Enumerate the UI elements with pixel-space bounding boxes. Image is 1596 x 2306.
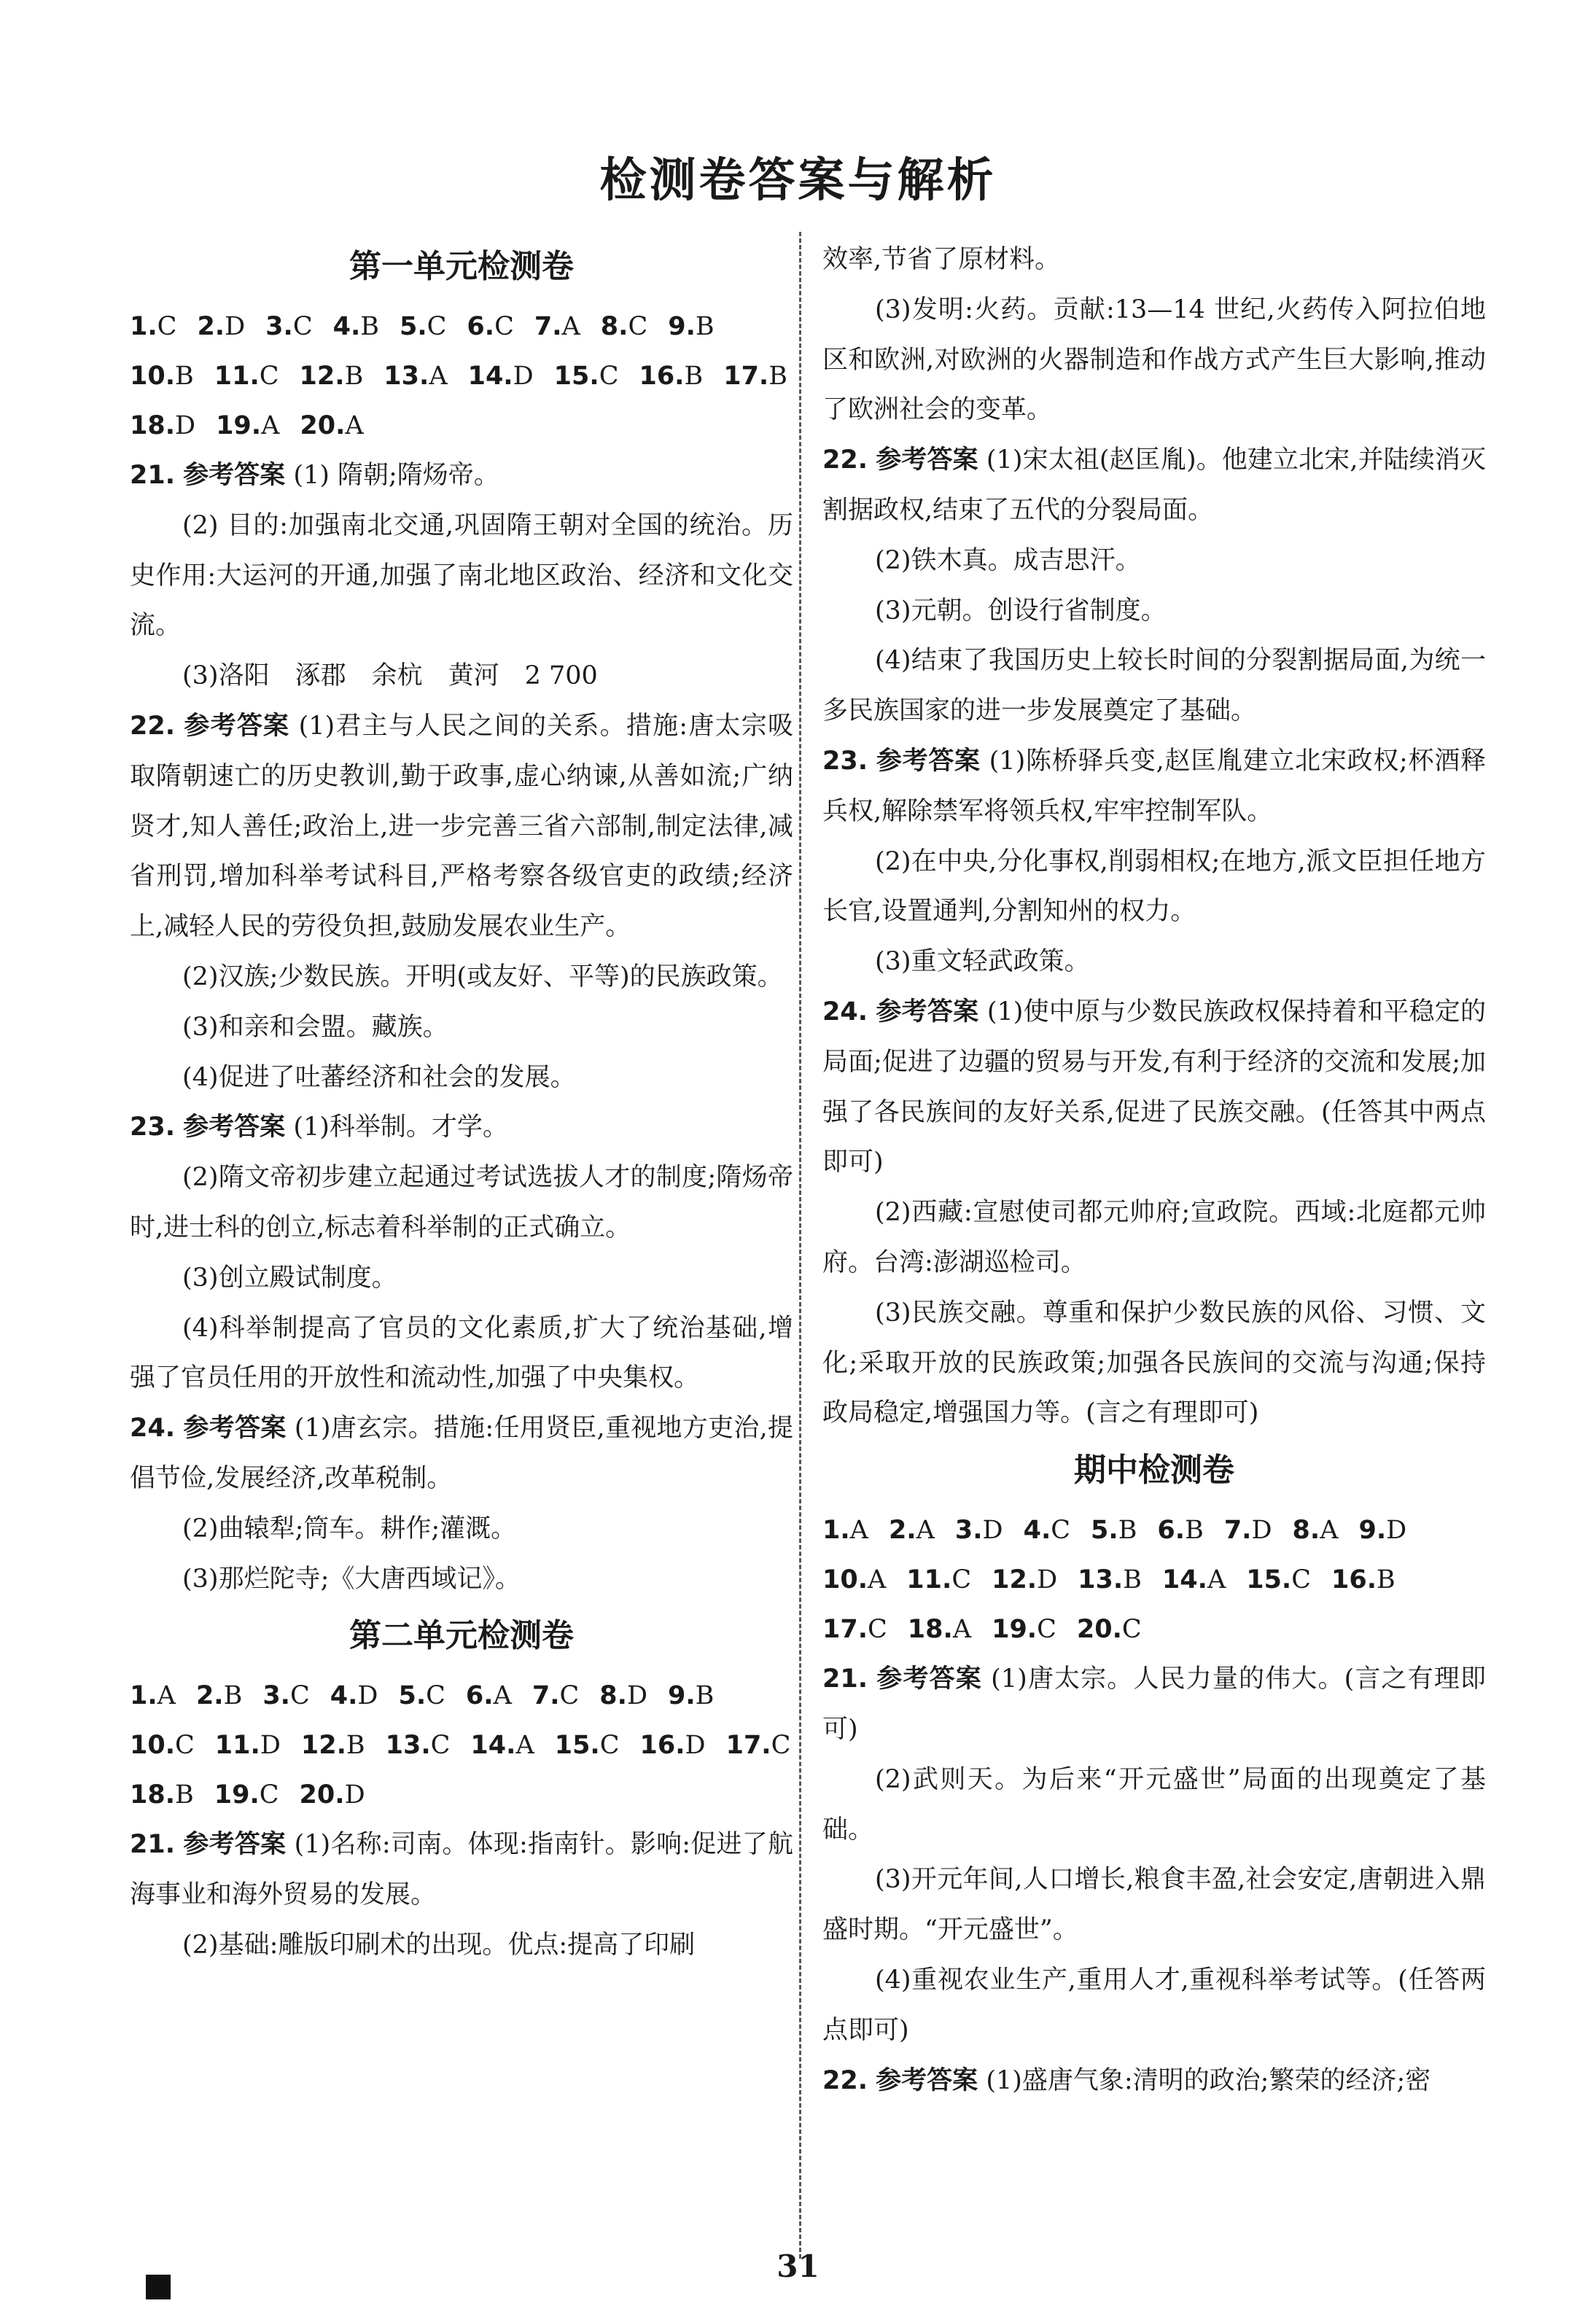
mcq-question-number: 15. bbox=[554, 1731, 600, 1761]
mcq-question-number: 7. bbox=[534, 312, 562, 341]
corner-square-mark bbox=[146, 2275, 171, 2299]
mcq-answer-item bbox=[301, 1721, 365, 1770]
mcq-answer-item bbox=[726, 1721, 791, 1770]
question-number: 21. bbox=[822, 1664, 868, 1694]
answer-label: 参考答案 bbox=[183, 461, 286, 490]
answer-paragraph: (4)重视农业生产,重用人才,重视科举考试等。(任答两点即可) bbox=[822, 1965, 1486, 2045]
mcq-answer-letter: A bbox=[916, 1516, 935, 1546]
answer-paragraph: (3)开元年间,人口增长,粮食丰盈,社会安定,唐朝进入鼎盛时期。“开元盛世”。 bbox=[822, 1865, 1486, 1945]
answer-paragraph: (2)曲辕犁;筒车。耕作;灌溉。 bbox=[182, 1514, 517, 1543]
answer-text: (1)唐玄宗。措施:任用贤臣,重视地方吏治,提倡节俭,发展经济,改革税制。 bbox=[130, 1414, 793, 1493]
mcq-answer-letter: A bbox=[261, 411, 280, 440]
mcq-answer-item bbox=[668, 1671, 714, 1721]
mcq-question-number: 14. bbox=[467, 362, 513, 391]
mcq-answer-letter: A bbox=[1320, 1516, 1339, 1546]
mcq-question-number: 6. bbox=[1157, 1516, 1186, 1546]
mcq-answer-letter: C bbox=[1051, 1516, 1071, 1546]
mcq-question-number: 19. bbox=[992, 1615, 1038, 1645]
mcq-answer-item bbox=[130, 1671, 176, 1721]
mcq-answer-item bbox=[470, 1721, 534, 1770]
mcq-answer-letter: B bbox=[1377, 1565, 1395, 1595]
mcq-answer-letter: B bbox=[223, 1681, 243, 1711]
mcq-answer-letter: C bbox=[157, 312, 177, 341]
mcq-question-number: 10. bbox=[130, 362, 176, 391]
mcq-question-number: 2. bbox=[197, 312, 225, 341]
answer-paragraph: (3)那烂陀寺;《大唐西域记》。 bbox=[182, 1564, 521, 1594]
page-title: 检测卷答案与解析 bbox=[599, 154, 997, 208]
mcq-answer-letter: B bbox=[1185, 1516, 1204, 1546]
mcq-answer-item bbox=[265, 302, 312, 351]
mcq-answer-item bbox=[400, 302, 446, 351]
mcq-answer-item bbox=[214, 351, 279, 401]
mcq-answer-letter: A bbox=[345, 411, 364, 440]
answer-text: (1)君主与人民之间的关系。措施:唐太宗吸取隋朝速亡的历史教训,勤于政事,虚心纳谏,从善如流;广纳贤才,知人善任;政治上,进一步完善三省六部制,制定法律,减省刑罚,增加科举考试科目,严格考察各级官吏的政绩;经济上,减轻人民的劳役负担,鼓励发展农业生产。 bbox=[130, 711, 793, 942]
mcq-question-number: 5. bbox=[398, 1681, 427, 1711]
mcq-question-number: 12. bbox=[992, 1565, 1038, 1595]
mcq-question-number: 14. bbox=[1161, 1565, 1207, 1595]
mcq-answer-row bbox=[130, 302, 793, 351]
mcq-answer-item bbox=[822, 1505, 868, 1555]
mcq-question-number: 13. bbox=[384, 362, 429, 391]
answer-q24-unit1 bbox=[130, 1403, 793, 1504]
question-number: 24. bbox=[130, 1414, 176, 1444]
mcq-question-number: 11. bbox=[906, 1565, 952, 1595]
mcq-answer-item bbox=[822, 1555, 886, 1605]
answer-paragraph: (3)重文轻武政策。 bbox=[875, 947, 1090, 977]
mcq-answer-letter: C bbox=[175, 1731, 195, 1761]
mcq-answer-letter: D bbox=[982, 1516, 1003, 1546]
section-title-midterm: 期中检测卷 bbox=[1074, 1452, 1234, 1489]
mcq-answer-letter: C bbox=[494, 312, 514, 341]
answer-paragraph: (3)发明:火药。贡献:13—14 世纪,火药传入阿拉伯地区和欧洲,对欧洲的火器制造和作战方式产生巨大影响,推动了欧洲社会的变革。 bbox=[822, 295, 1486, 425]
mcq-question-number: 4. bbox=[330, 1681, 358, 1711]
mcq-answer-item bbox=[384, 351, 447, 401]
answer-label: 参考答案 bbox=[183, 1830, 287, 1860]
mcq-block-unit1 bbox=[130, 302, 793, 451]
mcq-answer-item bbox=[466, 1671, 512, 1721]
answer-paragraph: (3)创立殿试制度。 bbox=[182, 1263, 397, 1293]
mcq-question-number: 17. bbox=[723, 362, 769, 391]
mcq-question-number: 1. bbox=[130, 312, 157, 341]
mcq-answer-letter: B bbox=[684, 362, 704, 391]
mcq-question-number: 11. bbox=[214, 362, 260, 391]
mcq-answer-letter: A bbox=[868, 1565, 887, 1595]
mcq-question-number: 18. bbox=[907, 1615, 953, 1645]
mcq-answer-letter: D bbox=[357, 1681, 378, 1711]
mcq-answer-item bbox=[555, 1721, 620, 1770]
mcq-answer-item bbox=[468, 351, 534, 401]
mcq-answer-row bbox=[822, 1605, 1486, 1654]
mcq-answer-item bbox=[889, 1505, 935, 1555]
mcq-question-number: 1. bbox=[130, 1681, 157, 1711]
mcq-answer-item bbox=[906, 1555, 971, 1605]
question-number: 21. bbox=[130, 1830, 176, 1860]
mcq-answer-item bbox=[1077, 1605, 1142, 1654]
mcq-answer-letter: C bbox=[259, 1780, 279, 1810]
mcq-answer-item bbox=[216, 401, 279, 451]
section-title-unit2: 第二单元检测卷 bbox=[349, 1617, 574, 1655]
mcq-question-number: 10. bbox=[130, 1731, 176, 1761]
answer-paragraph: (4)促进了吐蕃经济和社会的发展。 bbox=[182, 1062, 576, 1092]
answer-paragraph: (4)科举制提高了官员的文化素质,扩大了统治基础,增强了官员任用的开放性和流动性,加强了中央集权。 bbox=[130, 1313, 793, 1393]
mcq-question-number: 4. bbox=[332, 312, 361, 341]
mcq-answer-item bbox=[1162, 1555, 1226, 1605]
question-number: 23. bbox=[822, 746, 868, 776]
mcq-question-number: 15. bbox=[1246, 1565, 1292, 1595]
answer-text: (1)宋太祖(赵匡胤)。他建立北宋,并陆续消灭割据政权,结束了五代的分裂局面。 bbox=[822, 445, 1486, 525]
mcq-question-number: 8. bbox=[1292, 1516, 1320, 1546]
answer-label: 参考答案 bbox=[876, 997, 979, 1027]
mcq-answer-item bbox=[1224, 1505, 1272, 1555]
mcq-question-number: 3. bbox=[265, 312, 293, 341]
mcq-answer-item bbox=[300, 401, 363, 451]
answer-label: 参考答案 bbox=[183, 1113, 286, 1142]
mcq-question-number: 11. bbox=[214, 1731, 260, 1761]
answer-paragraph: (3)民族交融。尊重和保护少数民族的风俗、习惯、文化;采取开放的民族政策;加强各民族间的交流与沟通;保持政局稳定,增强国力等。(言之有理即可) bbox=[822, 1298, 1486, 1428]
answer-text: (1) 隋朝;隋炀帝。 bbox=[293, 461, 499, 490]
answer-q21-unit1 bbox=[130, 451, 793, 501]
mcq-answer-item bbox=[1091, 1505, 1137, 1555]
mcq-answer-item bbox=[398, 1671, 445, 1721]
mcq-answer-letter: D bbox=[626, 1681, 648, 1711]
answer-text: (1)名称:司南。体现:指南针。影响:促进了航海事业和海外贸易的发展。 bbox=[130, 1830, 793, 1910]
mcq-question-number: 9. bbox=[668, 312, 696, 341]
mcq-answer-item bbox=[599, 1671, 647, 1721]
answer-paragraph: (2)西藏:宣慰使司都元帅府;宣政院。西域:北庭都元帅府。台湾:澎湖巡检司。 bbox=[822, 1198, 1486, 1277]
answer-paragraph: (3)元朝。创设行省制度。 bbox=[875, 596, 1167, 626]
mcq-answer-item bbox=[1024, 1505, 1070, 1555]
mcq-answer-letter: D bbox=[175, 411, 196, 440]
mcq-answer-item bbox=[723, 351, 787, 401]
question-number: 23. bbox=[130, 1113, 176, 1142]
answer-q23-unit2 bbox=[822, 736, 1486, 837]
mcq-question-number: 12. bbox=[300, 1731, 346, 1761]
question-number: 22. bbox=[822, 445, 868, 475]
mcq-question-number: 7. bbox=[532, 1681, 560, 1711]
mcq-answer-item bbox=[262, 1671, 309, 1721]
answer-paragraph: (4)结束了我国历史上较长时间的分裂割据局面,为统一多民族国家的进一步发展奠定了基础。 bbox=[822, 646, 1486, 726]
answer-text: (1)陈桥驿兵变,赵匡胤建立北宋政权;杯酒释兵权,解除禁军将领兵权,牢牢控制军队。 bbox=[822, 746, 1486, 826]
mcq-question-number: 5. bbox=[1091, 1516, 1118, 1546]
mcq-answer-letter: C bbox=[868, 1615, 887, 1645]
answer-q24-unit2 bbox=[822, 987, 1486, 1188]
mcq-answer-letter: C bbox=[1037, 1615, 1056, 1645]
mcq-answer-letter: A bbox=[561, 312, 580, 341]
mcq-question-number: 20. bbox=[1076, 1615, 1122, 1645]
mcq-answer-row bbox=[130, 1671, 793, 1721]
mcq-answer-letter: B bbox=[346, 1731, 365, 1761]
mcq-answer-item bbox=[333, 302, 379, 351]
answer-paragraph: (3)洛阳 涿郡 余杭 黄河 2 700 bbox=[182, 661, 598, 691]
mcq-question-number: 1. bbox=[822, 1516, 850, 1546]
mcq-answer-item bbox=[196, 1671, 242, 1721]
left-column bbox=[130, 235, 793, 1971]
mcq-question-number: 9. bbox=[1358, 1516, 1387, 1546]
mcq-answer-letter: A bbox=[952, 1615, 972, 1645]
mcq-answer-item bbox=[300, 351, 364, 401]
answer-q22-unit2 bbox=[822, 435, 1486, 536]
mcq-answer-item bbox=[130, 401, 195, 451]
mcq-question-number: 16. bbox=[1331, 1565, 1377, 1595]
mcq-answer-row bbox=[130, 1721, 793, 1770]
mcq-answer-letter: B bbox=[768, 362, 787, 391]
mcq-answer-letter: C bbox=[427, 312, 447, 341]
mcq-answer-row bbox=[822, 1555, 1486, 1605]
mcq-answer-letter: B bbox=[360, 312, 379, 341]
mcq-answer-row bbox=[822, 1505, 1486, 1555]
mcq-answer-letter: C bbox=[1121, 1615, 1142, 1645]
mcq-answer-letter: B bbox=[695, 312, 715, 341]
question-number: 22. bbox=[130, 711, 176, 741]
mcq-question-number: 19. bbox=[214, 1780, 260, 1810]
mcq-question-number: 10. bbox=[822, 1565, 868, 1595]
mcq-answer-letter: D bbox=[344, 1780, 365, 1810]
answer-label: 参考答案 bbox=[876, 1664, 982, 1694]
mcq-question-number: 4. bbox=[1023, 1516, 1051, 1546]
mcq-answer-item bbox=[300, 1770, 365, 1820]
question-number: 22. bbox=[822, 2065, 868, 2095]
answer-paragraph: (2)铁木真。成吉思汗。 bbox=[875, 545, 1141, 575]
answer-paragraph: (2)基础:雕版印刷术的出现。优点:提高了印刷 bbox=[182, 1930, 696, 1960]
mcq-answer-letter: B bbox=[695, 1681, 715, 1711]
mcq-answer-item bbox=[640, 1721, 706, 1770]
mcq-answer-item bbox=[1331, 1555, 1395, 1605]
mcq-answer-letter: A bbox=[515, 1731, 534, 1761]
mcq-question-number: 6. bbox=[467, 312, 495, 341]
answer-q21-midterm bbox=[822, 1654, 1486, 1755]
answer-paragraph: (2)在中央,分化事权,削弱相权;在地方,派文臣担任地方长官,设置通判,分割知州的权力。 bbox=[822, 846, 1486, 927]
mcq-answer-letter: D bbox=[225, 312, 246, 341]
answer-paragraph: (2)汉族;少数民族。开明(或友好、平等)的民族政策。 bbox=[182, 962, 783, 992]
answer-paragraph: (2)武则天。为后来“开元盛世”局面的出现奠定了基础。 bbox=[822, 1764, 1486, 1845]
mcq-answer-item bbox=[822, 1605, 887, 1654]
mcq-question-number: 8. bbox=[600, 312, 628, 341]
mcq-answer-letter: C bbox=[259, 362, 279, 391]
answer-paragraph: (3)和亲和会盟。藏族。 bbox=[182, 1012, 448, 1042]
mcq-answer-item bbox=[330, 1671, 378, 1721]
mcq-question-number: 5. bbox=[399, 312, 427, 341]
mcq-block-midterm bbox=[822, 1505, 1486, 1654]
mcq-answer-letter: B bbox=[175, 362, 194, 391]
answer-text: (1)盛唐气象:清明的政治;繁荣的经济;密 bbox=[986, 2065, 1431, 2095]
answer-label: 参考答案 bbox=[184, 711, 290, 741]
mcq-question-number: 3. bbox=[262, 1681, 290, 1711]
mcq-answer-letter: B bbox=[344, 362, 364, 391]
mcq-answer-letter: A bbox=[849, 1516, 868, 1546]
answer-label: 参考答案 bbox=[876, 445, 978, 475]
mcq-answer-letter: C bbox=[599, 1731, 620, 1761]
mcq-answer-letter: D bbox=[260, 1731, 281, 1761]
mcq-question-number: 2. bbox=[888, 1516, 916, 1546]
mcq-answer-item bbox=[197, 302, 245, 351]
mcq-answer-item bbox=[130, 1770, 194, 1820]
mcq-question-number: 6. bbox=[465, 1681, 494, 1711]
answer-label: 参考答案 bbox=[876, 746, 981, 776]
mcq-question-number: 20. bbox=[299, 1780, 345, 1810]
mcq-answer-letter: C bbox=[292, 312, 313, 341]
mcq-answer-item bbox=[1246, 1555, 1311, 1605]
mcq-answer-letter: C bbox=[599, 362, 619, 391]
answer-q21-unit2 bbox=[130, 1820, 793, 1920]
mcq-question-number: 18. bbox=[130, 411, 176, 440]
mcq-answer-item bbox=[532, 1671, 579, 1721]
mcq-question-number: 9. bbox=[668, 1681, 696, 1711]
mcq-question-number: 14. bbox=[470, 1731, 516, 1761]
mcq-answer-item bbox=[467, 302, 513, 351]
mcq-answer-item bbox=[1157, 1505, 1203, 1555]
mcq-answer-letter: D bbox=[513, 362, 534, 391]
mcq-question-number: 2. bbox=[195, 1681, 224, 1711]
mcq-answer-item bbox=[215, 1721, 281, 1770]
mcq-answer-letter: A bbox=[1207, 1565, 1226, 1595]
mcq-answer-letter: C bbox=[628, 312, 648, 341]
question-number: 24. bbox=[822, 997, 868, 1027]
answer-text: (1)科举制。才学。 bbox=[293, 1113, 508, 1142]
answer-q23-unit1 bbox=[130, 1102, 793, 1153]
mcq-answer-letter: A bbox=[157, 1681, 176, 1711]
right-column bbox=[822, 235, 1486, 2106]
mcq-question-number: 16. bbox=[639, 362, 685, 391]
mcq-answer-row bbox=[130, 1770, 793, 1820]
mcq-answer-item bbox=[214, 1770, 279, 1820]
mcq-question-number: 13. bbox=[1078, 1565, 1124, 1595]
mcq-answer-item bbox=[992, 1605, 1056, 1654]
mcq-answer-item bbox=[908, 1605, 971, 1654]
answer-paragraph-continued: 效率,节省了原材料。 bbox=[822, 245, 1061, 274]
answer-paragraph: (2)隋文帝初步建立起通过考试选拔人才的制度;隋炀帝时,进士科的创立,标志着科举制的正式确立。 bbox=[130, 1163, 793, 1242]
mcq-question-number: 18. bbox=[130, 1780, 176, 1810]
mcq-answer-item bbox=[554, 351, 619, 401]
mcq-answer-item bbox=[1078, 1555, 1142, 1605]
mcq-answer-item bbox=[1358, 1505, 1406, 1555]
answer-label: 参考答案 bbox=[183, 1414, 287, 1444]
mcq-answer-item bbox=[992, 1555, 1057, 1605]
mcq-question-number: 12. bbox=[299, 362, 345, 391]
mcq-answer-letter: C bbox=[1291, 1565, 1312, 1595]
mcq-question-number: 17. bbox=[822, 1615, 868, 1645]
mcq-question-number: 17. bbox=[725, 1731, 771, 1761]
mcq-answer-letter: B bbox=[175, 1780, 194, 1810]
mcq-answer-item bbox=[130, 302, 176, 351]
question-number: 21. bbox=[130, 461, 176, 490]
mcq-question-number: 8. bbox=[599, 1681, 627, 1711]
mcq-answer-item bbox=[955, 1505, 1003, 1555]
mcq-answer-letter: C bbox=[426, 1681, 445, 1711]
mcq-answer-letter: C bbox=[951, 1565, 972, 1595]
mcq-answer-letter: C bbox=[430, 1731, 451, 1761]
mcq-answer-item bbox=[130, 1721, 195, 1770]
answer-label: 参考答案 bbox=[876, 2065, 978, 2095]
answer-text: (1)唐太宗。人民力量的伟大。(言之有理即可) bbox=[822, 1664, 1486, 1744]
mcq-answer-letter: D bbox=[1386, 1516, 1407, 1546]
mcq-answer-item bbox=[130, 351, 194, 401]
mcq-answer-item bbox=[534, 302, 580, 351]
mcq-question-number: 20. bbox=[300, 411, 346, 440]
mcq-answer-item bbox=[639, 351, 703, 401]
mcq-answer-letter: D bbox=[1037, 1565, 1058, 1595]
mcq-answer-item bbox=[1293, 1505, 1339, 1555]
mcq-answer-item bbox=[668, 302, 714, 351]
mcq-answer-letter: B bbox=[1118, 1516, 1137, 1546]
mcq-question-number: 13. bbox=[385, 1731, 431, 1761]
section-title-unit1: 第一单元检测卷 bbox=[349, 248, 574, 285]
answer-q22-unit1 bbox=[130, 701, 793, 952]
mcq-question-number: 16. bbox=[639, 1731, 685, 1761]
mcq-answer-item bbox=[386, 1721, 451, 1770]
mcq-answer-letter: A bbox=[493, 1681, 512, 1711]
mcq-answer-letter: A bbox=[429, 362, 448, 391]
answer-paragraph: (2) 目的:加强南北交通,巩固隋王朝对全国的统治。历史作用:大运河的开通,加强了南北地区政治、经济和文化交流。 bbox=[130, 510, 793, 641]
mcq-question-number: 7. bbox=[1223, 1516, 1252, 1546]
mcq-block-unit2 bbox=[130, 1671, 793, 1820]
mcq-question-number: 3. bbox=[954, 1516, 983, 1546]
mcq-question-number: 15. bbox=[553, 362, 599, 391]
mcq-answer-row bbox=[130, 401, 793, 451]
mcq-answer-row bbox=[130, 351, 793, 401]
mcq-question-number: 19. bbox=[216, 411, 262, 440]
mcq-answer-letter: B bbox=[1123, 1565, 1142, 1595]
page-number: 31 bbox=[776, 2248, 820, 2284]
mcq-answer-letter: C bbox=[289, 1681, 310, 1711]
mcq-answer-letter: C bbox=[559, 1681, 580, 1711]
mcq-answer-letter: D bbox=[685, 1731, 706, 1761]
answer-q22-midterm bbox=[822, 2056, 1486, 2106]
column-divider bbox=[799, 232, 801, 2259]
answer-text: (1)使中原与少数民族政权保持着和平稳定的局面;促进了边疆的贸易与开发,有利于经济的交流和发展;加强了各民族间的友好关系,促进了民族交融。(任答其中两点即可) bbox=[822, 997, 1486, 1177]
mcq-answer-letter: D bbox=[1251, 1516, 1272, 1546]
mcq-answer-item bbox=[601, 302, 647, 351]
mcq-answer-letter: C bbox=[771, 1731, 791, 1761]
